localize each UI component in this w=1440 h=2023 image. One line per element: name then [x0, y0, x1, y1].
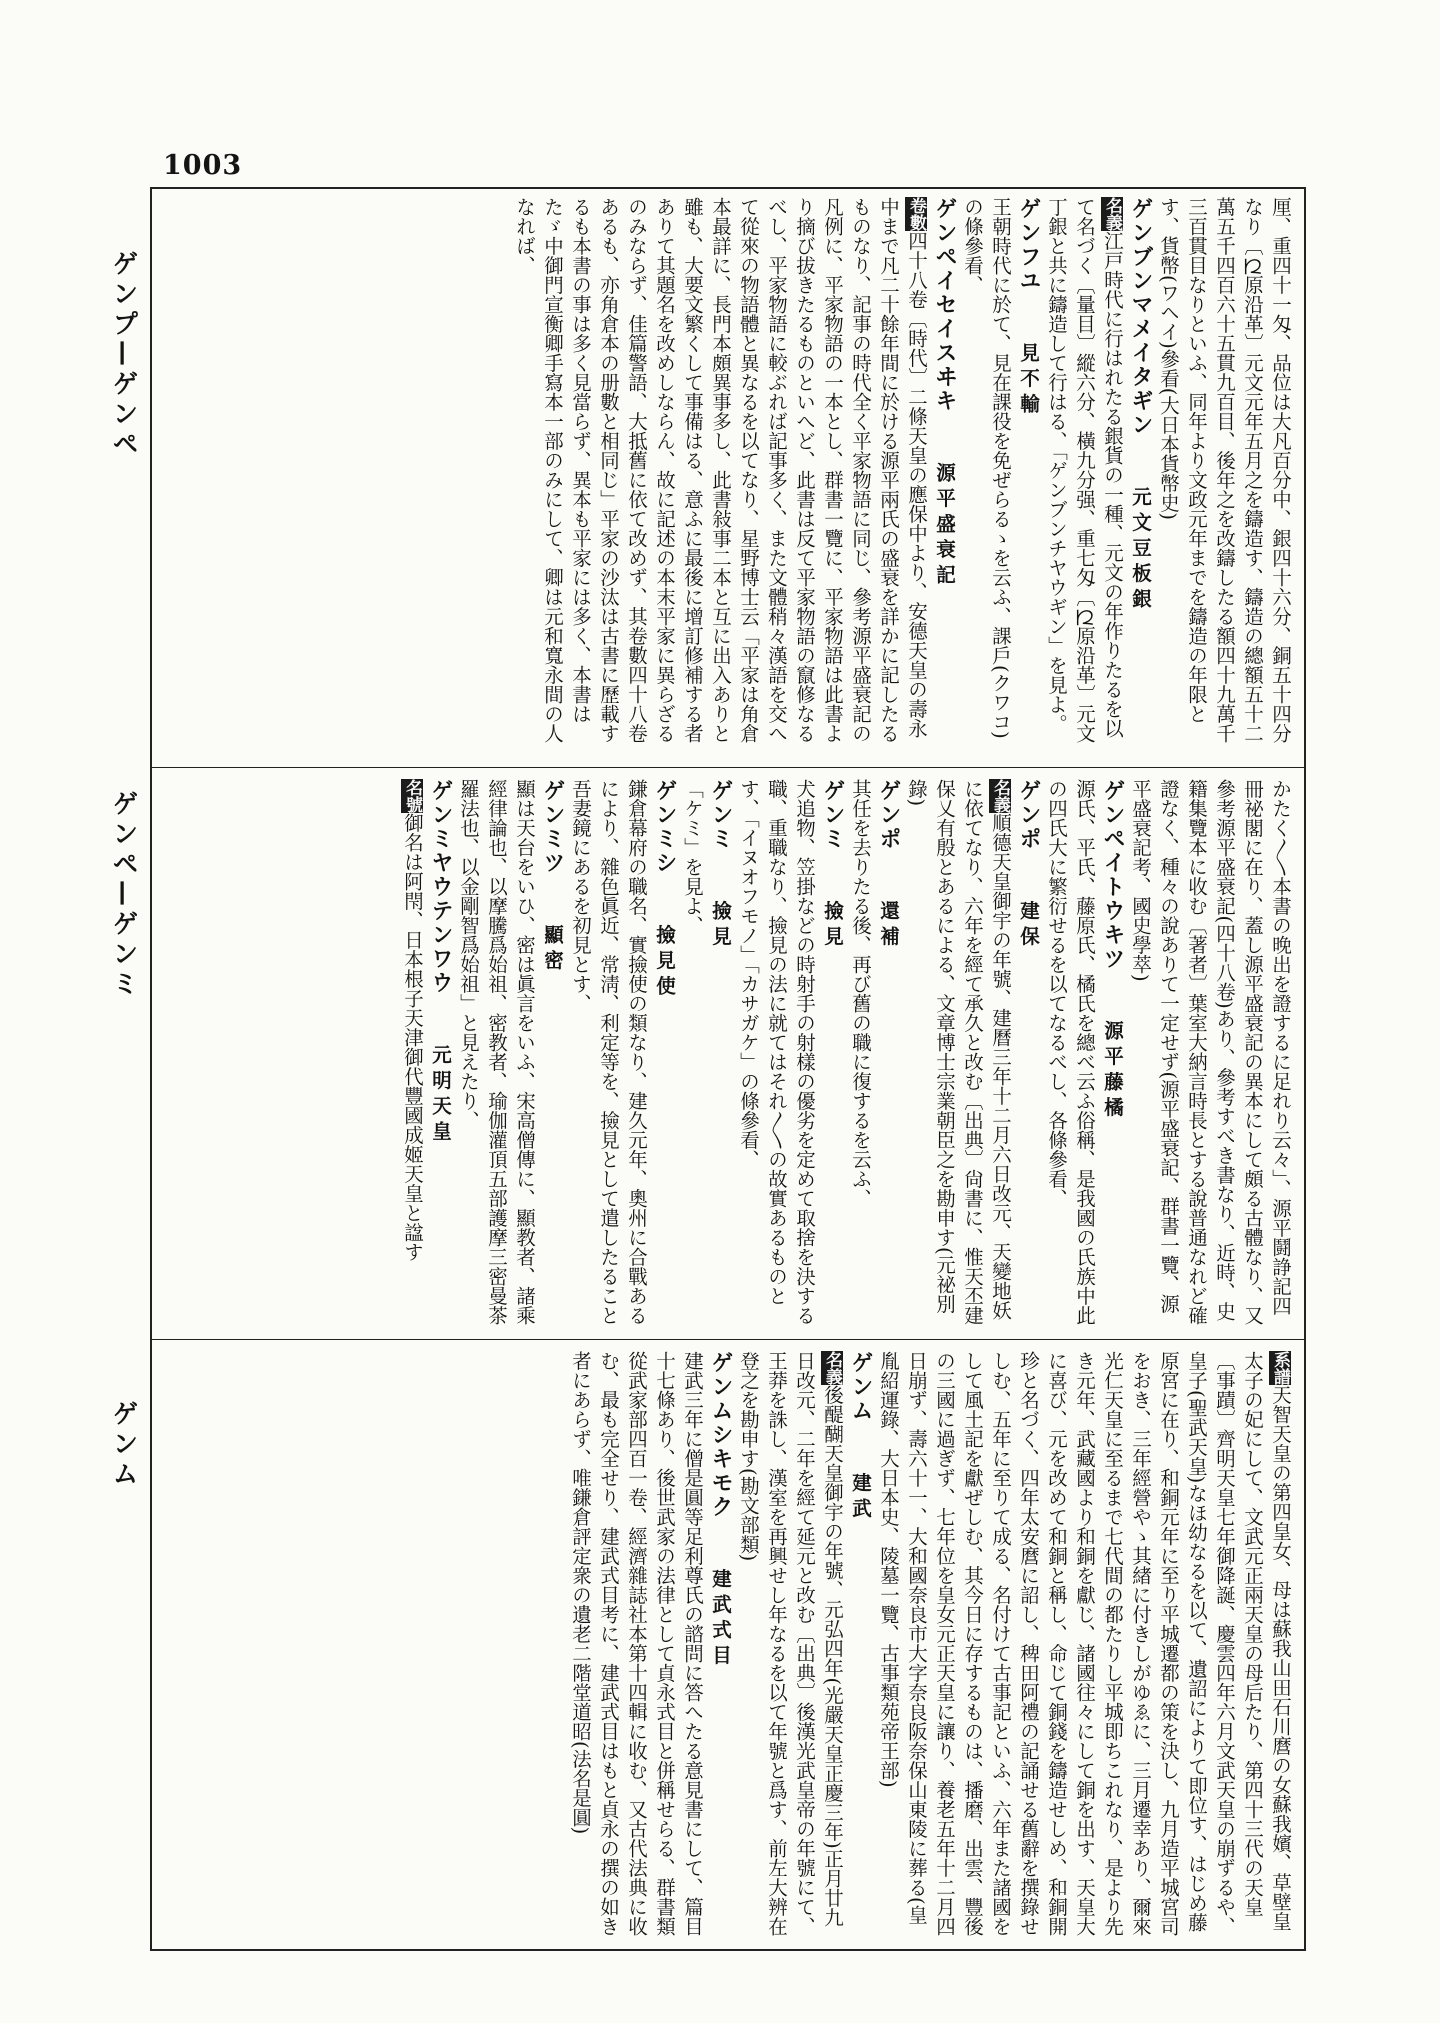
entry-headword: ゲンミ [820, 779, 845, 851]
section-divider [152, 767, 1304, 768]
entry-kanji: 還補 [877, 875, 900, 977]
dictionary-entry [1126, 779, 1294, 1329]
entry-text: 四十八卷〔時代〕二條天皇の應保中より、安德天皇の壽永中まで凡二十餘年間に於ける源平兩氏の盛衰を詳かに記したるものなり、記事の時代全く平家物語に同じ、參考源平盛衰記の凡例に、平家物語の一本とし、群書一覽に、平家物語は此書より摘び拔きたるものといへど、此書は反て平家物語の竄修なるべし、平家物語に較ぶれば記事多く、また文體稍々漢語を交へて從來の物語體と異なるを以てなり、星野博士云「平家は角倉本最詳に、長門本頗異事多し、此書敍事二本と互に出入ありと雖も、大要文繁くして事備はる、意ふに最後に增訂修補する者ありて其題名を改めしならん、故に記述の本末平家に異らざるのみならず、佳篇警語、大抵舊に依て改めず、其卷數四十八卷あるも、亦角倉本の册數と相同じ」平家の沙汰は古書に歷載するも本書の事は多く見當らず、異本も平家には多く、本書はたゞ中御門宣衡卿手寫本一部のみにして、卿は元和寬永間の人なれば、 [513, 197, 928, 743]
dictionary-entry [678, 779, 734, 1329]
entry-headword: ゲンム [848, 1351, 873, 1423]
entry-tag: 名義 [1102, 197, 1122, 231]
entry-text: 犬追物、笠掛などの時射手の射樣の優劣を定めて取捨を決する職、重職なり、撿見の法に就てはそれ〳〵の故實あるものとす、「イヌオフモノ」「カサガケ」の條參看、 [737, 779, 816, 1325]
entry-text: 鎌倉幕府の職名、實撿使の類なり、建久元年、奧州に合戰あるにより、雜色眞近、常淸、利定等を、撿見として遣したること吾妻鏡にあるを初見とす、 [569, 779, 648, 1325]
section-divider [152, 1339, 1304, 1340]
dictionary-entry [1042, 197, 1154, 757]
entry-text: 江戸時代に行はれたる銀貨の一種、元文の年作りたるを以て名づく〔量目〕縱六分、橫九分强、重七匁〔𛀁原沿革〕元文丁銀と共に鑄造して行はる、「ゲンブンチヤウギン」を見よ。 [1045, 197, 1124, 743]
running-head: ゲンプ—ゲンペ [108, 250, 138, 460]
dictionary-entry [1042, 779, 1126, 1329]
entry-text: 源氏、平氏、藤原氏、橘氏を總べ云ふ俗稱、是我國の氏族中此の四氏大に繁衍せるを以てなるべし、各條參看、 [1045, 779, 1096, 1325]
entry-kanji: 撿見使 [653, 899, 676, 1027]
entry-text: 御名は阿閇、日本根子天津御代豐國成姬天皇と諡す [401, 813, 424, 1262]
entry-kanji: 顯密 [541, 899, 564, 1001]
page-number: 1003 [163, 150, 243, 181]
entry-text: 天智天皇の第四皇女、母は蘇我山田石川麿の女蘇我嬪、草壁皇太子の妃にして、文武元正兩天皇の母后たり、第四十三代の天皇〔事蹟〕齊明天皇七年御降誕、慶雲四年六月文武天皇の崩ずるや、皇子(聖武天皇)なほ幼なるを以て、遺詔によりて即位す、はじめ藤原宮に在り、和銅元年に至り平城遷都の策を決し、九月造平城宮司をおき、三年經營やゝ其緖に付きしがゆゑに、三月遷幸あり、爾來光仁天皇に至るまで七代間の都たりし平城即ちこれなり、是より先き元年、武藏國より和銅を獻じ、諸國往々にして銅を出す、天皇大に喜び、元を改めて和銅と稱し、命じて銅錢を鑄造せしめ、和銅開珍と名づく、四年太安麿に詔し、稗田阿禮の記誦せる舊辭を撰錄せしむ、五年に至りて成る、名付けて古事記といふ、六年また諸國をして風土記を獻ぜしむ、其今日に存するものは、播磨、出雲、豐後の三國に過ぎず、七年位を皇女元正天皇に讓り、養老五年十二月四日崩ず、壽六十一、大和國奈良市大字奈良阪奈保山東陵に葬る(皇胤紹運錄、大日本史、陵墓一覽、古事類苑帝王部) [877, 1351, 1292, 1936]
entry-kanji: 撿見 [821, 875, 844, 977]
entry-kanji: 建武式目 [709, 1543, 732, 1696]
entry-tag: 名義 [990, 779, 1010, 813]
entry-kanji: 建武 [849, 1447, 872, 1549]
dictionary-entry [510, 197, 958, 757]
dictionary-entry [874, 1351, 1294, 1939]
text-section-middle [162, 779, 1294, 1329]
entry-tag: 名號 [402, 779, 422, 813]
entry-kanji: 撿見 [709, 875, 732, 977]
entry-headword: ゲンミ [708, 779, 733, 851]
entry-tag: 系譜 [1270, 1351, 1290, 1385]
entry-kanji: 源平盛衰記 [933, 437, 956, 616]
entry-headword: ゲンミシ [652, 779, 677, 875]
entry-text: 厘、重四十一匁、品位は大凡百分中、銀四十六分、銅五十四分なり〔𛀁原沿革〕元文元年五月之を鑄造す、鑄造の總額五十二萬五千四百六十五貫九百目、後年之を改鑄したる額四十九萬千三百貫目なりといふ、同年より文政元年までを鑄造の年限とす、貨幣(ワヘイ)參看(大日本貨幣史) [1157, 197, 1292, 743]
entry-text: 其任を去りたる後、再び舊の職に復するを云ふ、 [849, 779, 872, 1208]
dictionary-entry [398, 779, 454, 1329]
dictionary-entry [566, 779, 678, 1329]
entry-text: 「ケミ」を見よ、 [681, 779, 704, 935]
entry-headword: ゲンミヤウテンワウ [428, 779, 453, 995]
entry-headword: ゲンムシキモク [708, 1351, 733, 1519]
entry-headword: ゲンペイトウキツ [1100, 779, 1125, 971]
entry-headword: ゲンフユ [1016, 197, 1041, 293]
dictionary-entry [454, 779, 566, 1329]
dictionary-entry [734, 779, 846, 1329]
entry-text: 順德天皇御宇の年號、建曆三年十二月六日改元、天變地妖に依てなり、六年を經て承久と改む〔出典〕尙書に、惟天丕建保乂有殷とあるによる、文章博士宗業朝臣之を勘申す(元祕別錄) [905, 779, 1012, 1325]
dictionary-entry [734, 1351, 874, 1939]
entry-tag: 名義 [822, 1351, 842, 1385]
dictionary-entry [958, 197, 1042, 757]
dictionary-entry [1154, 197, 1294, 757]
dictionary-entry [902, 779, 1042, 1329]
entry-text: 顯は天台をいひ、密は眞言をいふ、宋高僧傳に、顯教者、諸乘經律論也、以摩騰爲始祖、密教者、瑜伽灌頂五部護摩三密曼茶羅法也、以金剛智爲始祖」と見えたり、 [457, 779, 536, 1325]
entry-kanji: 建保 [1017, 875, 1040, 977]
text-section-top [162, 197, 1294, 757]
running-head: ゲンム [108, 1400, 138, 1490]
entry-kanji: 元明天皇 [429, 1019, 452, 1172]
entry-kanji: 見不輸 [1017, 317, 1040, 445]
entry-headword: ゲンミツ [540, 779, 565, 875]
entry-text: 後醍醐天皇御宇の年號、元弘四年(光嚴天皇正慶三年)正月廿九日改元、二年を經て延元と改む〔出典〕後漢光武皇帝の年號にて、王莽を誅し、漢室を再興せし年なるを以て年號と爲す、前左大辨在登之を勘申す(勘文部類) [737, 1351, 844, 1936]
entry-kanji: 元文豆板銀 [1129, 461, 1152, 640]
entry-tag: 卷數 [906, 197, 926, 231]
entry-text: かたく〳〵本書の晚出を證するに足れり云々」、源平鬪諍記四冊祕閣に在り、蓋し源平盛衰記の異本にして頗る古體なり、又參考源平盛衰記(四十八卷)あり、參考すべき書なり、近時、史籍集覽本に收む〔著者〕葉室大納言時長とする說普通なれど確證なく、種々の說ありて一定せず(源平盛衰記、群書一覽、源平盛衰記考、國史學萃) [1129, 779, 1292, 1325]
entry-headword: ゲンポ [1016, 779, 1041, 851]
dictionary-entry [846, 779, 902, 1329]
entry-text: 王朝時代に於て、見在課役を免ぜらるゝを云ふ、課戶(クワコ)の條參看、 [961, 197, 1012, 739]
entry-kanji: 源平藤橘 [1101, 995, 1124, 1148]
dictionary-entry [566, 1351, 734, 1939]
entry-text: 建武三年に僧是圓等足利尊氏の諮問に答へたる意見書にして、篇目十七條あり、後世武家の法律として貞永式目と併稱せらる、群書類從武家部四百一卷、經濟雜誌社本第十四輯に收む、又古代法典に收む、最も完全せり、建武式目考に、建武式目はもと貞永の撰の如き者にあらず、唯鎌倉評定衆の遺老二階堂道昭(法名是圓) [569, 1351, 704, 1936]
text-section-bottom [162, 1351, 1294, 1939]
entry-headword: ゲンポ [876, 779, 901, 851]
entry-headword: ゲンブンマメイタギン [1128, 197, 1153, 437]
running-head: ゲンペ—ゲンミ [108, 790, 138, 1000]
page-frame [150, 187, 1306, 1951]
entry-headword: ゲンペイセイスヰキ [932, 197, 957, 413]
